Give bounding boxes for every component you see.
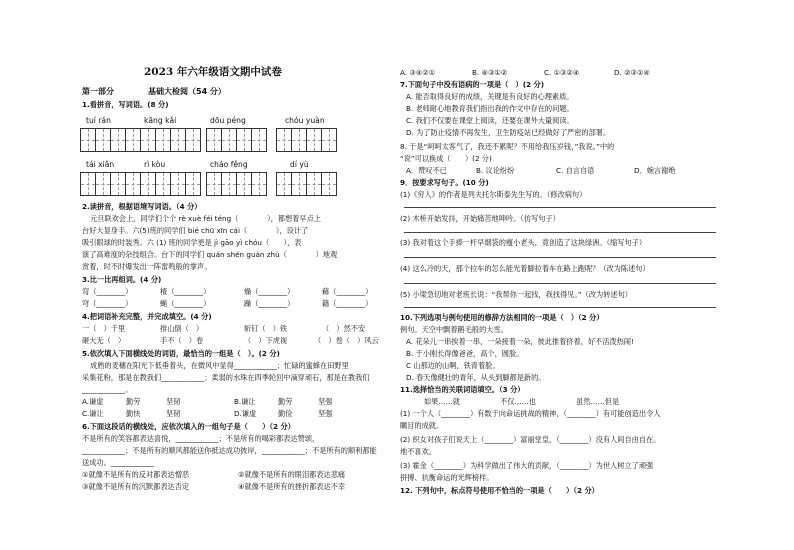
q10-option: C 山那边的山啊，铁青着脸。 bbox=[406, 361, 500, 370]
q5-option: 坚强 bbox=[318, 397, 333, 406]
q5-option: 勤劳 bbox=[126, 397, 141, 406]
q3-item: 躁（________） bbox=[244, 299, 295, 308]
q6-option: ③就像不是所有的沉默都表达否定 bbox=[82, 482, 190, 491]
q4-item: 手不（ ）卷 bbox=[160, 336, 204, 345]
q1-pinyin-6: rì kòu bbox=[144, 160, 166, 169]
q8-text-line: “说”可以换成（ ）(2 分) bbox=[400, 154, 492, 163]
q1-pinyin-2: kāng kǎi bbox=[144, 116, 177, 125]
q11-label: 11.选择恰当的关联词语填空。（3 分） bbox=[400, 385, 525, 394]
q2-text-line: 演了高难度的杂技组合。台下的同学们 quán shén guàn zhù（ ）地观 bbox=[82, 250, 338, 259]
q10-option: B. 于小刚长得像爸爸，高个，圆脸。 bbox=[406, 349, 524, 358]
q1-answer-grid-7[interactable] bbox=[206, 172, 267, 196]
q4-item: 排山倒（ ） bbox=[160, 324, 204, 333]
q5-option: 勤劳 bbox=[278, 397, 293, 406]
q9-item: (1)《穷人》的作者是列夫托尔斯泰先生写的。（修改病句） bbox=[400, 190, 587, 199]
q3-item: 蝇（________） bbox=[160, 299, 211, 308]
q1-answer-grid-2[interactable] bbox=[140, 128, 201, 152]
q1-pinyin-1: tuí rán bbox=[86, 116, 111, 125]
q1-pinyin-5: tái xiǎn bbox=[86, 160, 115, 169]
answer-line[interactable] bbox=[404, 232, 716, 233]
q5-option: 勤快 bbox=[126, 409, 141, 418]
q4-item: 斩钉（ ）铁 bbox=[244, 324, 288, 333]
q4-item: （ ）下虎视 bbox=[244, 336, 288, 345]
q7-label: 7.下面句子中没有语病的一项是（ ）(2 分) bbox=[400, 80, 544, 89]
q7-option: A. 能否取得良好的成绩，关键是有良好的心理素质。 bbox=[406, 92, 574, 101]
q1-pinyin-8: dí yù bbox=[290, 160, 309, 169]
q3-item: 藉（________） bbox=[322, 287, 373, 296]
q11-text-line: (1) 一个人（________）有数于向命运挑战的精神，（________）有可能创造出令人 bbox=[400, 409, 661, 418]
q6-choice: A. ③④②① bbox=[400, 68, 436, 77]
q3-label: 3.比一比再组词。(4 分) bbox=[82, 275, 162, 284]
q8-option: A．赞叹不已 bbox=[406, 166, 447, 175]
q7-option: B. 老师耐心地教育我们指出我的作文中存在的问题。 bbox=[406, 104, 574, 113]
q9-item: (3) 我对着这个手捧一杆早烟袋的瘦小老头，竟创造了这块绿洲。（缩写句子） bbox=[400, 238, 647, 247]
q6-text-line: ____________；不是所有的顺风都能送你抵达成功彼岸，____________；不是所有的顺利都能 bbox=[82, 446, 377, 455]
q11-text-line: (2) 织女对孩子们说天上（________）富丽堂皇，（________）没有人间自由自在。 bbox=[400, 435, 661, 444]
q1-answer-grid-5[interactable] bbox=[80, 172, 141, 196]
q8-option: B. 议论纷纷 bbox=[476, 166, 515, 175]
q5-option: 坚韧 bbox=[166, 409, 181, 418]
q9-item: (4) 这么冷的天，那个拉车的怎么能光着脚拉着车在路上跑呢？（改为陈述句） bbox=[400, 264, 650, 273]
q6-text-line: 送成功。____________ bbox=[82, 458, 154, 467]
q11-word: 不仅……也 bbox=[500, 397, 536, 406]
q10-example: 例句。天空中飘着鹅毛般的大雪。 bbox=[400, 325, 508, 334]
q1-pinyin-4: chóu yuàn bbox=[285, 116, 325, 125]
q4-item: （ ）卷（ ）风云 bbox=[314, 336, 379, 345]
q10-label: 10.下列选项与例句使用的修辞方法相同的一项是（ ）（2 分） bbox=[400, 313, 604, 322]
q10-option: A. 花朵儿一串挨着一串，一朵接着一朵，彼此推着挤着，好不活泼热闹! bbox=[406, 337, 634, 346]
q6-option: ①就像不是所有的反对都表达憎恶 bbox=[82, 470, 190, 479]
q9-item: (5) 小梁急切地对老班长说：“我帮你一起找，我找得见。”（改为转述句） bbox=[400, 290, 632, 299]
exam-title: 2023 年六年级语文期中试卷 bbox=[144, 66, 282, 78]
answer-line[interactable] bbox=[404, 257, 716, 258]
q2-text-line: 赏着，时不时爆发出一阵雷鸣般的掌声。 bbox=[82, 262, 212, 271]
part1-heading: 第一部分 bbox=[82, 87, 114, 96]
q1-answer-grid-8[interactable] bbox=[276, 172, 337, 196]
q6-option: ④就像不是所有的挫折都表达不幸 bbox=[238, 482, 346, 491]
q5-text-line: 成熟的麦穗在阳光下低垂着头，在微风中显得____________；忙碌的蜜蜂在田野里 bbox=[90, 361, 349, 370]
q5-text-line: 采集花粉，那是在教我们____________；柔弱的水珠在四季轮回中滴穿顽石，那是在教我们 bbox=[82, 373, 370, 382]
q1-answer-grid-6[interactable] bbox=[140, 172, 201, 196]
q5-option: C.谦让 bbox=[82, 409, 104, 418]
q11-text-line: 地不喜欢。 bbox=[400, 447, 436, 456]
q6-choice: B. ④③①② bbox=[472, 68, 508, 77]
q4-item: 一（ ）千里 bbox=[82, 324, 126, 333]
q9-item: (2) 木桥开始发抖，开始痛苦地呻吟。（仿写句子） bbox=[400, 214, 560, 223]
answer-line[interactable] bbox=[404, 307, 716, 308]
q5-label: 5.依次填入下面横线处的词语，最恰当的一组是（ ）。(2 分) bbox=[82, 349, 280, 358]
q5-option: 勤俭 bbox=[278, 409, 293, 418]
q1-label: 1.看拼音，写词语。(8 分) bbox=[82, 100, 169, 109]
q11-word: 如果……就 bbox=[424, 397, 460, 406]
q11-word: 虽然……但是 bbox=[576, 397, 620, 406]
q11-text-line: 拼搏、抗衡命运的光辉榜样。 bbox=[400, 473, 494, 482]
q4-item: 砸大无（ ） bbox=[82, 336, 126, 345]
answer-line[interactable] bbox=[404, 207, 716, 208]
q2-text-line: 台好大显身手。六(5)班的同学们 bié chū xīn cái（ ），设计了 bbox=[82, 226, 309, 235]
q5-text-line: ____________。 bbox=[82, 385, 133, 394]
q4-label: 4.把词语补充完整，并完成填空。(4 分) bbox=[82, 312, 212, 321]
q1-answer-grid-1[interactable] bbox=[80, 128, 141, 152]
q11-text-line: 瞩目的成就。 bbox=[400, 421, 444, 430]
q6-label: 6.下面这段话的横线处，应依次填入的一组句子是（ ）（2 分） bbox=[82, 422, 295, 431]
q9-label: 9．按要求写句子。(10 分) bbox=[400, 178, 489, 187]
q5-option: A.谦虚 bbox=[82, 397, 104, 406]
q8-option: D．婉言谢绝 bbox=[634, 166, 676, 175]
q1-answer-grid-3[interactable] bbox=[206, 128, 267, 152]
q8-option: C. 自言自语 bbox=[556, 166, 595, 175]
q12-label: 12. 下列句中，标点符号使用不恰当的一项是（ ）（2 分） bbox=[400, 486, 599, 495]
q6-choice: C. ①③②④ bbox=[544, 68, 580, 77]
q5-option: 坚强 bbox=[318, 409, 333, 418]
q3-item: 楂（________） bbox=[160, 287, 211, 296]
q1-pinyin-7: cháo fěng bbox=[210, 160, 248, 169]
q2-text-line: 吸引眼球的时装秀。六 (1) 班的同学更是 jì gāo yì chóu（ ），表 bbox=[82, 238, 302, 247]
q5-option: B.谦让 bbox=[234, 397, 256, 406]
q8-text-line: 8. 于是“呵呵太客气了，我还不累呢？不用给我压岁钱，”我说。”中的 bbox=[400, 142, 615, 151]
q2-label: 2.读拼音，根据语境写词语。（4 分） bbox=[82, 202, 202, 211]
q11-text-line: (3) 霍金（________）为科学做出了伟大的贡献，（________）为世人树立了顽强 bbox=[400, 461, 654, 470]
q1-pinyin-3: dōu péng bbox=[210, 116, 246, 125]
q7-option: D. 为了防止疫情不再发生，卫生防疫站已经做好了严密的部署。 bbox=[406, 128, 611, 137]
q6-choice: D. ②③①④ bbox=[614, 68, 650, 77]
q3-item: 籍（________） bbox=[322, 299, 373, 308]
q3-item: 燥（________） bbox=[244, 287, 295, 296]
q5-option: 坚韧 bbox=[166, 397, 181, 406]
part1-subtitle: 基础大检阅（54 分） bbox=[148, 87, 226, 96]
q6-option: ②就像不是所有的眼泪都表达悲痛 bbox=[238, 470, 346, 479]
q7-option: C. 我们不仅要在课堂上阅读，还要在课外大量阅读。 bbox=[406, 116, 574, 125]
answer-line[interactable] bbox=[404, 283, 716, 284]
q3-item: 弯（________） bbox=[82, 287, 133, 296]
q2-text-line: 元旦联欢会上，同学们个个 rè xuè féi téng（ ），都想着早点上 bbox=[90, 214, 321, 223]
q1-answer-grid-4[interactable] bbox=[276, 128, 337, 152]
q3-item: 穹（________） bbox=[82, 299, 133, 308]
q4-item: （ ）然不安 bbox=[322, 324, 366, 333]
q5-option: D.谦虚 bbox=[234, 409, 257, 418]
q10-option: D. 春天像健壮的青年，从头到脚都是新的。 bbox=[406, 373, 546, 382]
q6-text-line: 不是所有的笑容都表达喜悦，____________；不是所有的喝彩都表达赞颂， bbox=[82, 434, 320, 443]
